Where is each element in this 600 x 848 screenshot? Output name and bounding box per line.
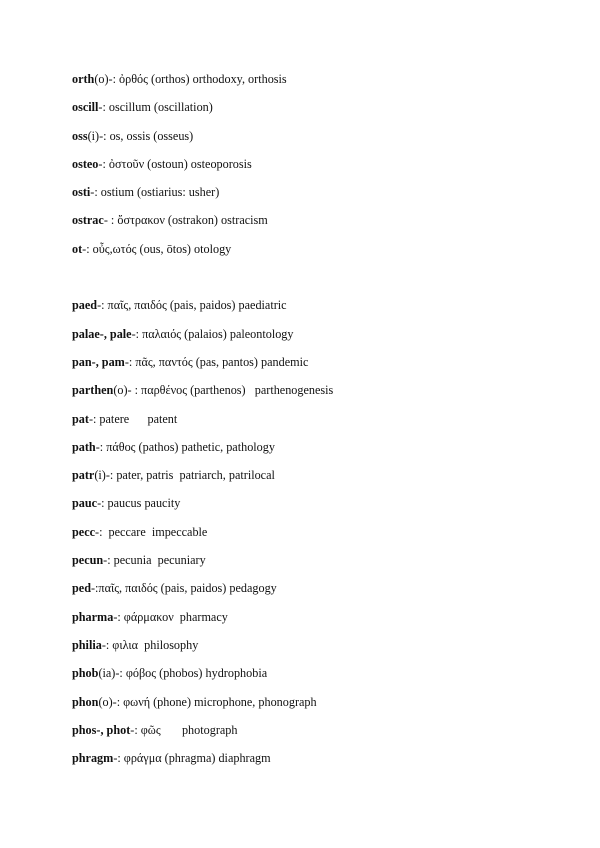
entry-definition: - : ὄστρακον (ostrakon) ostracism: [103, 213, 268, 228]
entry-term: phragm: [72, 751, 114, 766]
entry-term: pecun: [72, 553, 104, 568]
glossary-entry: [72, 439, 572, 467]
glossary-entry: [72, 495, 572, 523]
entry-definition: -: pecunia pecuniary: [103, 553, 206, 568]
entry-definition: -: οὖς,ωτός (ous, ōtos) otology: [82, 241, 232, 256]
entry-definition: -: φράγμα (phragma) diaphragm: [113, 751, 271, 766]
entry-term: phos-, phot: [72, 722, 131, 737]
glossary-entry: [72, 128, 572, 156]
entry-definition: -: πάθος (pathos) pathetic, pathology: [95, 439, 275, 454]
glossary-entry: [72, 580, 572, 608]
glossary-entry: [72, 609, 572, 637]
glossary-entry: [72, 71, 572, 99]
entry-definition: -: φιλια philosophy: [101, 637, 199, 652]
entry-definition: -: φάρμακον pharmacy: [113, 609, 228, 624]
entry-definition: (ia)-: φόβος (phobos) hydrophobia: [98, 666, 268, 681]
entry-term: oscill: [72, 100, 99, 115]
entry-term: pan-, pam: [72, 354, 125, 369]
entry-definition: -: παῖς, παιδός (pais, paidos) paediatric: [97, 298, 287, 313]
entry-term: parthen: [72, 383, 114, 398]
glossary-entry: [72, 750, 572, 778]
glossary-entry: [72, 665, 572, 693]
entry-term: phob: [72, 666, 99, 681]
glossary-entry: [72, 184, 572, 212]
glossary-entry: [72, 552, 572, 580]
entry-definition: -: ostium (ostiarius: usher): [90, 185, 220, 200]
glossary-entry: [72, 212, 572, 240]
glossary-entry: [72, 382, 572, 410]
entry-definition: (i)-: pater, patris patriarch, patrilocal: [94, 468, 275, 483]
glossary-list: [72, 71, 572, 778]
glossary-entry: [72, 241, 572, 269]
entry-term: patr: [72, 468, 95, 483]
entry-definition: -: παλαιός (palaios) paleontology: [131, 326, 294, 341]
glossary-entry: [72, 467, 572, 495]
entry-term: phon: [72, 694, 99, 709]
entry-definition: -: peccare impeccable: [95, 524, 208, 539]
section-gap: [72, 269, 572, 297]
glossary-entry: [72, 297, 572, 325]
entry-term: orth: [72, 72, 95, 86]
glossary-entry: [72, 637, 572, 665]
entry-term: osti: [72, 185, 91, 200]
entry-definition: -: paucus paucity: [97, 496, 181, 511]
entry-definition: -: ὀστοῦν (ostoun) osteoporosis: [98, 156, 252, 171]
entry-term: pat: [72, 411, 89, 426]
entry-term: ped: [72, 581, 91, 596]
entry-term: oss: [72, 128, 88, 143]
glossary-entry: [72, 411, 572, 439]
entry-term: ot: [72, 241, 83, 256]
entry-definition: -: πᾶς, παντός (pas, pantos) pandemic: [124, 354, 309, 369]
entry-definition: -: φῶς photograph: [130, 722, 238, 737]
entry-term: paed: [72, 298, 98, 313]
entry-term: pecc: [72, 524, 96, 539]
entry-term: path: [72, 439, 96, 454]
entry-definition: (o)- : παρθένος (parthenos) parthenogenesis: [113, 383, 334, 398]
glossary-entry: [72, 722, 572, 750]
glossary-entry: [72, 99, 572, 127]
entry-definition: -: patere patent: [88, 411, 178, 426]
entry-term: pharma: [72, 609, 114, 624]
glossary-entry: [72, 354, 572, 382]
entry-term: osteo: [72, 156, 99, 171]
glossary-entry: [72, 326, 572, 354]
entry-term: philia: [72, 637, 102, 652]
entry-definition: (o)-: φωνή (phone) microphone, phonograph: [98, 694, 317, 709]
entry-term: pauc: [72, 496, 98, 511]
entry-term: palae-, pale: [72, 326, 132, 341]
glossary-entry: [72, 524, 572, 552]
glossary-entry: [72, 694, 572, 722]
entry-definition: (o)-: ὀρθός (orthos) orthodoxy, orthosis: [94, 72, 287, 86]
glossary-entry: [72, 156, 572, 184]
entry-definition: (i)-: os, ossis (osseus): [87, 128, 194, 143]
entry-definition: -: oscillum (oscillation): [98, 100, 213, 115]
entry-definition: -:παῖς, παιδός (pais, paidos) pedagogy: [90, 581, 277, 596]
entry-term: ostrac: [72, 213, 104, 228]
